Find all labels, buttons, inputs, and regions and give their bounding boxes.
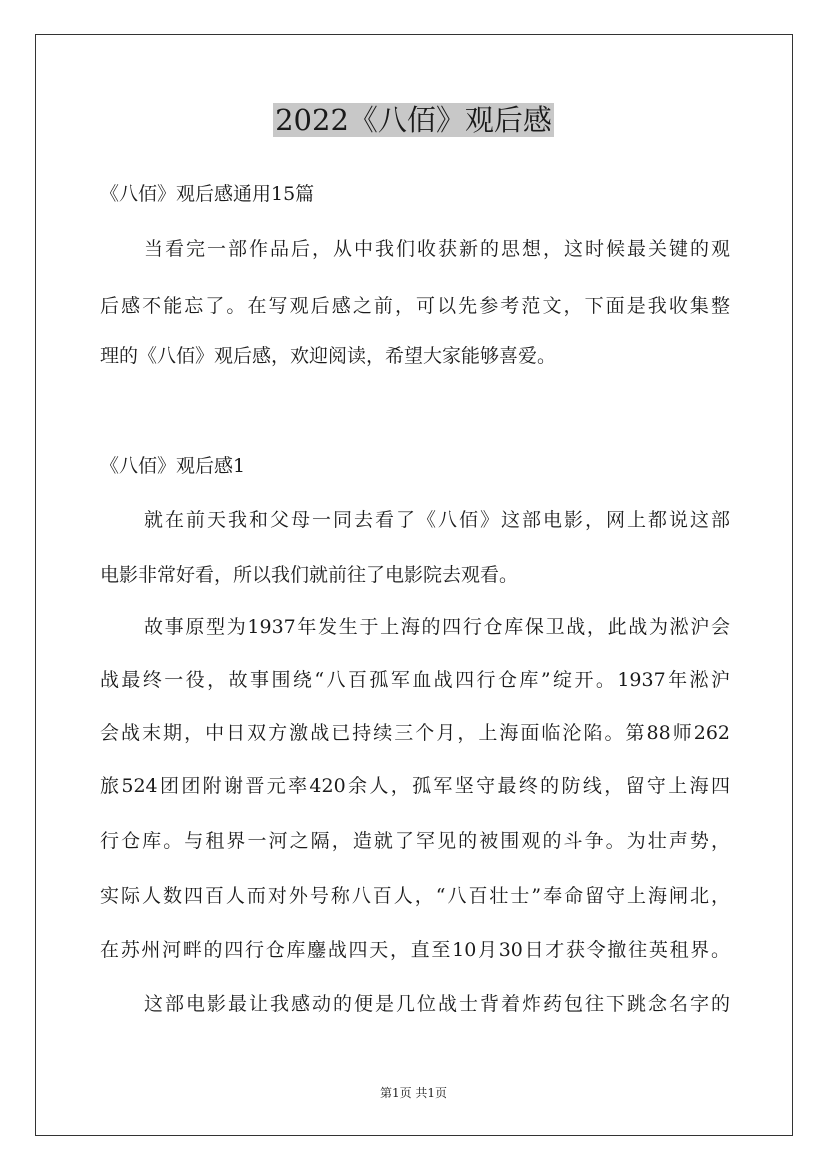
paragraph-line: 在苏州河畔的四行仓库鏖战四天，直至10月30日才获令撤往英租界。 [100, 939, 730, 961]
section-heading: 《八佰》观后感1 [100, 455, 246, 477]
paragraph-line: 电影非常好看，所以我们就前往了电影院去观看。 [100, 564, 519, 586]
intro-line: 后感不能忘了。在写观后感之前，可以先参考范文，下面是我收集整 [100, 295, 730, 317]
paragraph-line: 行仓库。与租界一河之隔，造就了罕见的被围观的斗争。为壮声势， [100, 830, 730, 852]
paragraph-line: 这部电影最让我感动的便是几位战士背着炸药包往下跳念名字的 [144, 993, 730, 1015]
page-footer: 第1页 共1页 [379, 1086, 448, 1100]
paragraph-line: 会战末期，中日双方激战已持续三个月，上海面临沦陷。第88师262 [100, 722, 730, 744]
paragraph-line: 实际人数四百人而对外号称八百人，“八百壮士”奉命留守上海闸北， [100, 885, 730, 907]
intro-line: 当看完一部作品后，从中我们收获新的思想，这时候最关键的观 [144, 238, 730, 260]
paragraph-line: 就在前天我和父母一同去看了《八佰》这部电影，网上都说这部 [144, 509, 730, 531]
paragraph-line: 战最终一役，故事围绕“八百孤军血战四行仓库”绽开。1937年淞沪 [100, 669, 730, 691]
paragraph-line: 旅524团团附谢晋元率420余人，孤军坚守最终的防线，留守上海四 [100, 775, 730, 797]
document-title [0, 100, 827, 140]
paragraph-line: 故事原型为1937年发生于上海的四行仓库保卫战，此战为淞沪会 [144, 616, 730, 638]
document-subtitle: 《八佰》观后感通用15篇 [100, 183, 315, 205]
intro-line: 理的《八佰》观后感，欢迎阅读，希望大家能够喜爱。 [100, 345, 557, 367]
document-title-text: 2022《八佰》观后感 [275, 103, 552, 137]
